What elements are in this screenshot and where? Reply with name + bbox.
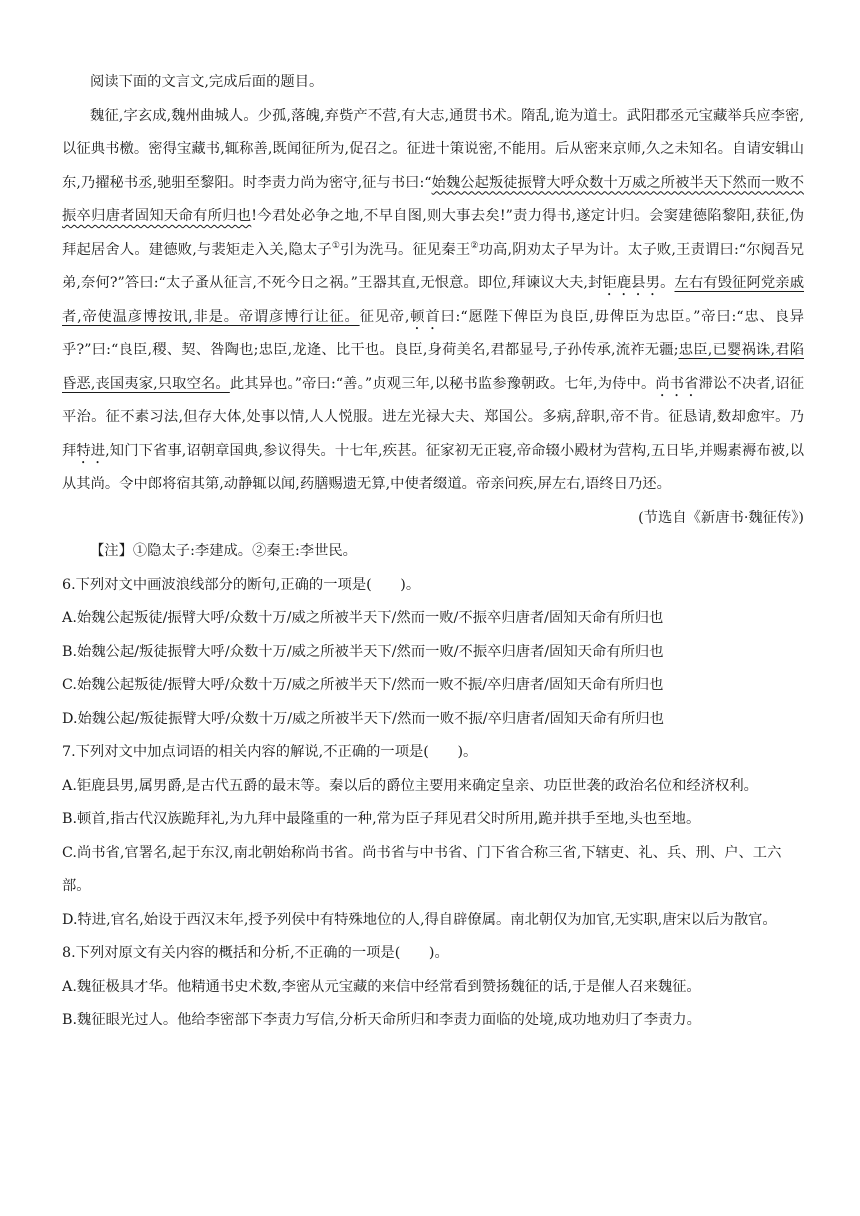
passage-text: !今君处必争之地,不早自图,则大事去矣!”责力得书,遂定计归。会窦建德陷黎阳,获征,伪拜起居舍人。建德败,与裴矩走入关,隐太子 xyxy=(62,208,804,258)
question-8-option-a: A.魏征极具才华。他精通书史术数,李密从元宝藏的来信中经常看到赞扬魏征的话,于是催人召来魏征。 xyxy=(62,978,701,995)
dotted-term: 钜鹿县男 xyxy=(602,275,661,291)
passage-text: 引为洗马。征见秦王 xyxy=(340,241,471,258)
instruction: 阅读下面的文言文,完成后面的题目。 xyxy=(90,74,324,90)
question-7-option-d: D.特进,官名,始设于西汉末年,授予列侯中有特殊地位的人,得自辟僚属。南北朝仅为加官,无实职,唐宋以后为散官。 xyxy=(62,911,777,928)
question-7-option-a: A.钜鹿县男,属男爵,是古代五爵的最末等。秦以后的爵位主要用来确定皇亲、功臣世袭的政治名位和经济权利。 xyxy=(62,777,758,794)
question-8-option-b: B.魏征眼光过人。他给李密部下李责力写信,分析天命所归和李责力面临的处境,成功地劝归了李责力。 xyxy=(62,1012,701,1028)
passage-text: 魏征,字玄成,魏州曲城人。少孤,落魄,弃赀产不营,有大志,通贯书术。隋乱,诡为道士。武阳郡丞元宝藏举兵应李密,以征典书檄。密得宝藏书,辄称善,既闻征所为,促召之。征进十策说密,不能用。后从密来京师,久之未知名。自请安辑山东,乃擢秘书丞,驰驲至黎阳。时李责力尚为密守,征与书曰:“ xyxy=(62,107,804,191)
underlined-sentence: 左右有毁征阿党亲戚者,帝使温彦博按讯,非是。帝谓彦博行让征。 xyxy=(62,275,805,325)
dotted-term: 顿首 xyxy=(409,308,441,325)
passage-text: 征见帝, xyxy=(359,308,410,325)
passage xyxy=(62,100,804,502)
footnote-marker-2: ② xyxy=(470,240,479,251)
wavy-underlined-sentence: 始魏公起叛徒振臂大呼众数十万威之所被半天下然而一败不振卒归唐者固知天命有所归也 xyxy=(62,174,804,224)
passage-text: 滞讼不决者,诏征平治。征不素习法,但存大体,处事以情,人人悦服。进左光禄大夫、郑国公。多病,辞职,帝不肯。征恳请,数却愈牢。乃拜 xyxy=(62,375,805,459)
question-6-stem: 6.下列对文中画波浪线部分的断句,正确的一项是( )。 xyxy=(62,576,421,593)
question-7-option-b: B.顿首,指古代汉族跪拜礼,为九拜中最隆重的一种,常为臣子拜见君父时所用,跪并拱手至地,头也至地。 xyxy=(62,811,701,827)
passage-text: 此其异也。”帝曰:“善。”贞观三年,以秘书监参豫朝政。七年,为侍中。 xyxy=(229,375,656,392)
passage-text: 。 xyxy=(660,275,675,291)
underlined-sentence: 忠臣,已婴祸诛,君陷昏恶,丧国夷家,只取空名。 xyxy=(62,342,804,392)
question-6-option-b: B.始魏公起/叛徒振臂大呼/众数十万/威之所被半天下/然而一败/不振卒归唐者/固知天命有所归也 xyxy=(62,643,664,660)
passage-text: 曰:“愿陛下俾臣为良臣,毋俾臣为忠臣。”帝曰:“忠、良异乎?”曰:“良臣,稷、契、咎陶也;忠臣,龙逄、比干也。良臣,身荷美名,君都显号,子孙传承,流祚无疆; xyxy=(62,308,805,358)
dotted-term: 尚书省 xyxy=(655,375,699,392)
document-page xyxy=(62,66,804,1038)
passage-text: 功高,阴劝太子早为计。太子败,王责谓曰:“尔阋吾兄弟,奈何?”答曰:“太子蚤从征言,不死今日之祸。”王器其直,无恨意。即位,拜谏议大夫,封 xyxy=(62,241,804,291)
footnotes: 【注】①隐太子:李建成。②秦王:李世民。 xyxy=(90,543,357,559)
question-8-stem: 8.下列对原文有关内容的概括和分析,不正确的一项是( )。 xyxy=(62,945,449,961)
question-6-option-d: D.始魏公起/叛徒振臂大呼/众数十万/威之所被半天下/然而一败不振/卒归唐者/固知天命有所归也 xyxy=(62,710,664,727)
passage-text: ,知门下省事,诏朝章国典,参议得失。十七年,疾甚。征家初无正寝,帝命辍小殿材为营构,五日毕,并赐素褥布被,以从其尚。令中郎将宿其第,动静辄以闻,药膳赐遗无算,中使者缀道。帝亲问疾,屏左右,语终日乃还。 xyxy=(62,442,805,492)
question-7-stem: 7.下列对文中加点词语的相关内容的解说,不正确的一项是( )。 xyxy=(62,744,478,760)
source-citation: (节选自《新唐书·魏征传》) xyxy=(638,509,804,526)
question-6-option-a: A.始魏公起叛徒/振臂大呼/众数十万/威之所被半天下/然而一败/不振卒归唐者/固知天命有所归也 xyxy=(62,610,664,626)
footnote-marker-1: ① xyxy=(331,240,341,251)
question-7-option-c: C.尚书省,官署名,起于东汉,南北朝始称尚书省。尚书省与中书省、门下省合称三省,下辖吏、礼、兵、刑、户、工六部。 xyxy=(62,844,782,894)
question-6-option-c: C.始魏公起叛徒/振臂大呼/众数十万/威之所被半天下/然而一败不振/卒归唐者/固知天命有所归也 xyxy=(62,677,664,693)
dotted-term: 特进 xyxy=(76,442,106,459)
